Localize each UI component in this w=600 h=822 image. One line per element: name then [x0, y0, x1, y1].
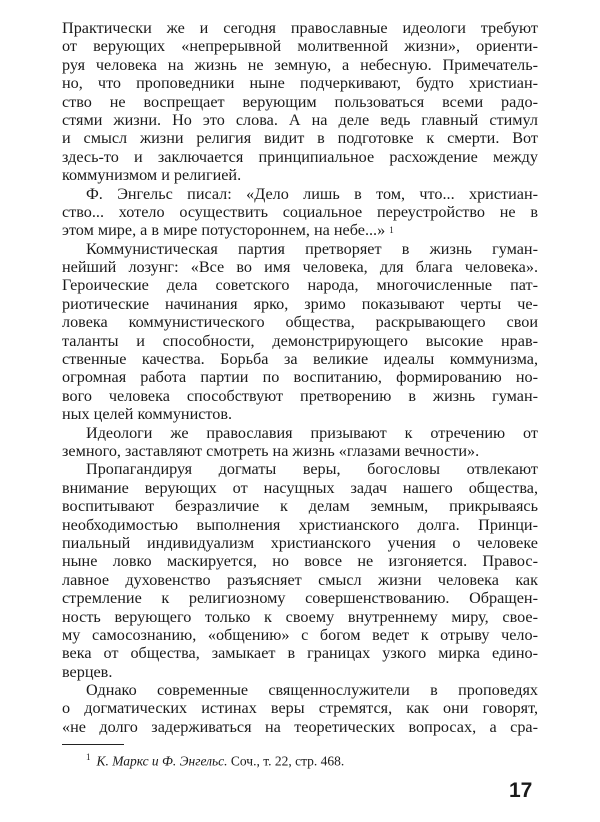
line-text: Героические дела советского народа, многочисленные пат-	[62, 276, 538, 295]
line-text: таланты и способности, демонстрирующего высокие нрав-	[62, 331, 538, 350]
text-line	[62, 699, 538, 717]
line-text: ство... хотело осуществить социальное переустройство не в	[62, 202, 538, 221]
text-line	[62, 644, 538, 662]
text-line	[62, 313, 538, 331]
text-line	[62, 129, 538, 147]
text-line	[62, 387, 538, 405]
footnote-source: Соч., т. 22, стр. 468.	[230, 753, 345, 769]
text-line	[62, 203, 538, 221]
line-text: внимание верующих от насущных задач нашего общества,	[62, 478, 538, 497]
line-text: Однако современные священнослужители в проповедях	[86, 681, 538, 700]
line-text: Коммунистическая партия претворяет в жизнь гуман-	[86, 239, 538, 258]
line-text: и смысл жизни религия видит в подготовке к смерти. Вот	[62, 129, 538, 148]
text-line	[62, 571, 538, 589]
text-line	[62, 681, 538, 699]
line-text: ныне ловко маскируется, но вовсе не изгоняется. Правос-	[62, 552, 538, 571]
line-text: ственные качества. Борьба за великие идеалы коммунизма,	[62, 350, 538, 369]
line-text: здесь-то и заключается принципиальное расхождение между	[62, 147, 538, 166]
line-text: о догматических истинах веры стремятся, как они говорят,	[62, 699, 538, 718]
text-line	[62, 74, 538, 92]
text-line	[62, 405, 538, 423]
text-line	[62, 718, 538, 736]
text-line	[62, 185, 538, 203]
text-line	[62, 350, 538, 368]
paragraph	[62, 240, 538, 424]
text-line	[62, 368, 538, 386]
line-text: Идеологи же православия призывают к отречению от	[86, 423, 538, 442]
text-line	[62, 166, 538, 184]
text-line	[62, 497, 538, 515]
text-line	[62, 516, 538, 534]
text-line	[62, 37, 538, 55]
text-line	[62, 460, 538, 478]
footnote-authors: К. Маркс и Ф. Энгельс.	[96, 753, 228, 769]
line-text: му самосознанию, «общению» с богом ведет к отрыву чело-	[62, 625, 538, 644]
text-line	[62, 295, 538, 313]
paragraph	[62, 681, 538, 736]
text-line	[62, 589, 538, 607]
line-text: стремление к религиозному совершенствованию. Обращен-	[62, 589, 538, 608]
body-text	[62, 19, 538, 736]
text-line	[62, 424, 538, 442]
text-line	[62, 258, 538, 276]
text-line	[62, 626, 538, 644]
line-text: «не долго задерживаться на теоретических вопросах, а сра-	[62, 717, 538, 736]
paragraph	[62, 424, 538, 461]
line-text: Ф. Энгельс писал: «Дело лишь в том, что... христиан-	[86, 184, 538, 203]
text-line	[62, 93, 538, 111]
text-line	[62, 608, 538, 626]
line-text: риотические начинания ярко, зримо показывают черты че-	[62, 294, 538, 313]
line-text: пиальный индивидуализм христианского учения о человеке	[62, 533, 538, 552]
line-text: воспитывают безразличие к делам земным, прикрываясь	[62, 497, 538, 516]
line-text: ность верующего только к своему внутреннему миру, свое-	[62, 607, 538, 626]
line-text: нейший лозунг: «Все во имя человека, для блага человека».	[62, 258, 538, 277]
text-line	[62, 332, 538, 350]
text-line	[62, 148, 538, 166]
line-text: но, что проповедники ныне подчеркивают, будто христиан-	[62, 74, 538, 93]
text-line	[62, 552, 538, 570]
line-text: коммунизмом и религией.	[62, 166, 242, 185]
line-text: ство не воспрещает верующим пользоваться всеми радо-	[62, 92, 538, 111]
text-line	[62, 442, 538, 460]
line-text: необходимостью выполнения христианского долга. Принци-	[62, 515, 538, 534]
line-text: верцев.	[62, 662, 113, 681]
paragraph	[62, 19, 538, 185]
line-text: лавное духовенство разъясняет смысл жизни человека как	[62, 570, 538, 589]
line-text: ловека коммунистического общества, раскрывающего свои	[62, 313, 538, 332]
text-line	[62, 276, 538, 294]
text-line	[62, 221, 538, 239]
line-text: стями жизни. Но это слова. А на деле ведь главный стимул	[62, 110, 538, 129]
text-line	[62, 240, 538, 258]
line-text: руя человека на жизнь не земную, а небесную. Примечатель-	[62, 55, 538, 74]
text-line	[62, 111, 538, 129]
footnote-reference: 1	[389, 225, 394, 236]
text-line	[62, 56, 538, 74]
text-line	[62, 479, 538, 497]
text-line	[62, 534, 538, 552]
paragraph	[62, 185, 538, 240]
footnote	[86, 752, 344, 770]
text-line	[62, 663, 538, 681]
paragraph	[62, 460, 538, 681]
line-text: огромная работа партии по воспитанию, формированию но-	[62, 368, 538, 387]
line-text: от верующих «непрерывной молитвенной жизни», ориенти-	[62, 37, 538, 56]
line-text: земного, заставляют смотреть на жизнь «глазами вечности».	[62, 441, 480, 460]
text-line	[62, 19, 538, 37]
footnote-mark: 1	[86, 752, 91, 762]
line-text: века от общества, замыкает в границах узкого мирка едино-	[62, 644, 538, 663]
line-text: Практически же и сегодня православные идеологи требуют	[62, 19, 538, 37]
line-text: ных целей коммунистов.	[62, 405, 233, 424]
footnote-divider	[62, 744, 124, 745]
line-text: этом мире, а в мире потустороннем, на небе...»	[62, 221, 386, 240]
line-text: вого человека способствуют претворению в жизнь гуман-	[62, 386, 538, 405]
line-text: Пропагандируя догматы веры, богословы отвлекают	[86, 460, 538, 479]
page-number: 17	[509, 779, 533, 802]
